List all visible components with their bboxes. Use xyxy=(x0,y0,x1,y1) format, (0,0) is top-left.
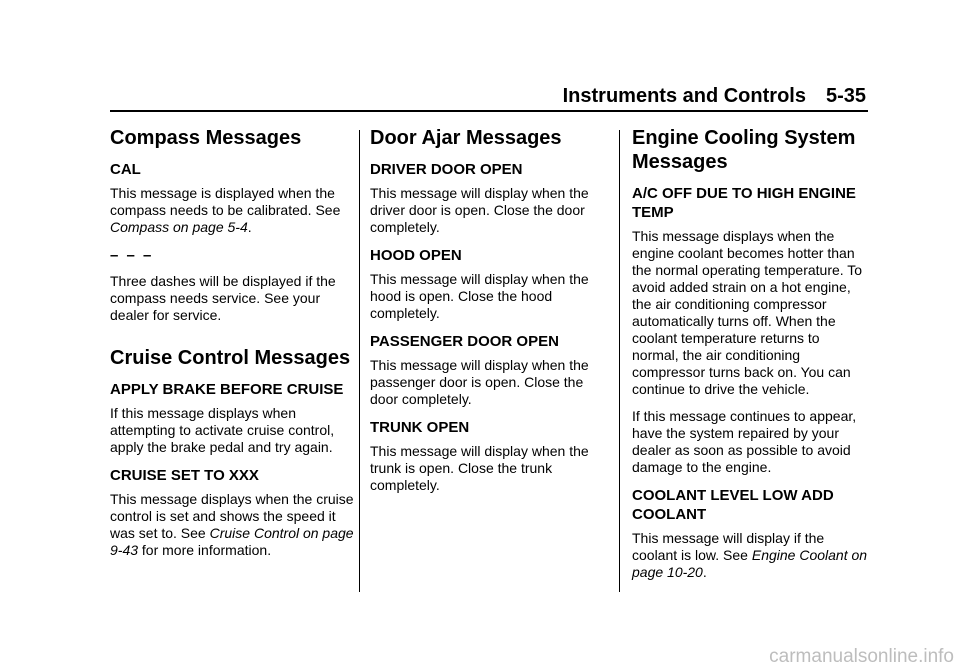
hood-open-paragraph: This message will display when the hood is open. Close the hood completely. xyxy=(370,271,589,321)
trunk-open-paragraph: This message will display when the trunk is open. Close the trunk completely. xyxy=(370,443,589,493)
column-right xyxy=(632,126,868,591)
column-divider-2 xyxy=(619,130,620,592)
compass-page-reference[interactable]: Compass on page 5-4 xyxy=(110,219,248,235)
hood-open-heading: HOOD OPEN xyxy=(370,247,462,264)
column-left xyxy=(110,126,354,569)
passenger-door-paragraph: This message will display when the passenger door is open. Close the door completely. xyxy=(370,357,589,407)
cruise-control-page-reference[interactable]: Cruise Control on page 9-43 xyxy=(110,525,354,558)
door-ajar-messages-heading: Door Ajar Messages xyxy=(370,127,562,149)
cruise-set-text-end: for more information. xyxy=(138,542,272,558)
apply-brake-heading: APPLY BRAKE BEFORE CRUISE xyxy=(110,381,344,398)
ac-off-paragraph-2: If this message continues to appear, have the system repaired by your dealer as soon as possible to avoid damage to the engine. xyxy=(632,408,857,475)
cruise-set-heading: CRUISE SET TO XXX xyxy=(110,467,259,484)
dashes-paragraph: Three dashes will be displayed if the compass needs service. See your dealer for service. xyxy=(110,273,336,323)
page-header xyxy=(0,84,866,108)
cal-paragraph xyxy=(110,185,354,236)
column-middle xyxy=(370,126,606,504)
driver-door-paragraph: This message will display when the driver door is open. Close the door completely. xyxy=(370,185,589,235)
passenger-door-heading: PASSENGER DOOR OPEN xyxy=(370,333,559,350)
header-section-title: Instruments and Controls xyxy=(562,85,806,107)
coolant-level-heading: COOLANT LEVEL LOW ADD COOLANT xyxy=(632,487,834,523)
header-page-number: 5-35 xyxy=(825,85,866,107)
ac-off-paragraph-1: This message displays when the engine coolant becomes hotter than the normal operating temperature. To avoid added strain on a hot engine, the air conditioning compressor automatically turns off. When the coolant temperature returns to normal, the air conditioning compressor turns back on. You can continue to drive the vehicle. xyxy=(632,228,863,397)
column-divider-1 xyxy=(359,130,360,592)
compass-messages-heading: Compass Messages xyxy=(110,127,302,149)
cal-heading: CAL xyxy=(110,161,141,178)
cal-text-end: . xyxy=(247,219,252,235)
watermark: carmanualsonline.info xyxy=(769,646,954,667)
apply-brake-paragraph: If this message displays when attempting to activate cruise control, apply the brake pedal and try again. xyxy=(110,405,335,455)
cruise-set-paragraph xyxy=(110,491,354,559)
cruise-set-text: This message displays when the cruise control is set and shows the speed it was set to. See xyxy=(110,491,354,541)
coolant-level-paragraph xyxy=(632,530,868,581)
engine-coolant-page-reference[interactable]: Engine Coolant on page 10-20 xyxy=(632,547,868,580)
trunk-open-heading: TRUNK OPEN xyxy=(370,419,470,436)
cruise-control-messages-heading: Cruise Control Messages xyxy=(110,347,351,369)
coolant-text: This message will display if the coolant is low. See xyxy=(632,530,825,563)
engine-cooling-messages-heading: Engine Cooling System Messages xyxy=(632,127,856,173)
cal-text: This message is displayed when the compass needs to be calibrated. See xyxy=(110,185,341,218)
header-rule xyxy=(110,110,868,112)
dashes-heading: – – – xyxy=(110,247,154,264)
coolant-text-end: . xyxy=(702,564,707,580)
ac-off-heading: A/C OFF DUE TO HIGH ENGINE TEMP xyxy=(632,185,856,221)
driver-door-heading: DRIVER DOOR OPEN xyxy=(370,161,523,178)
